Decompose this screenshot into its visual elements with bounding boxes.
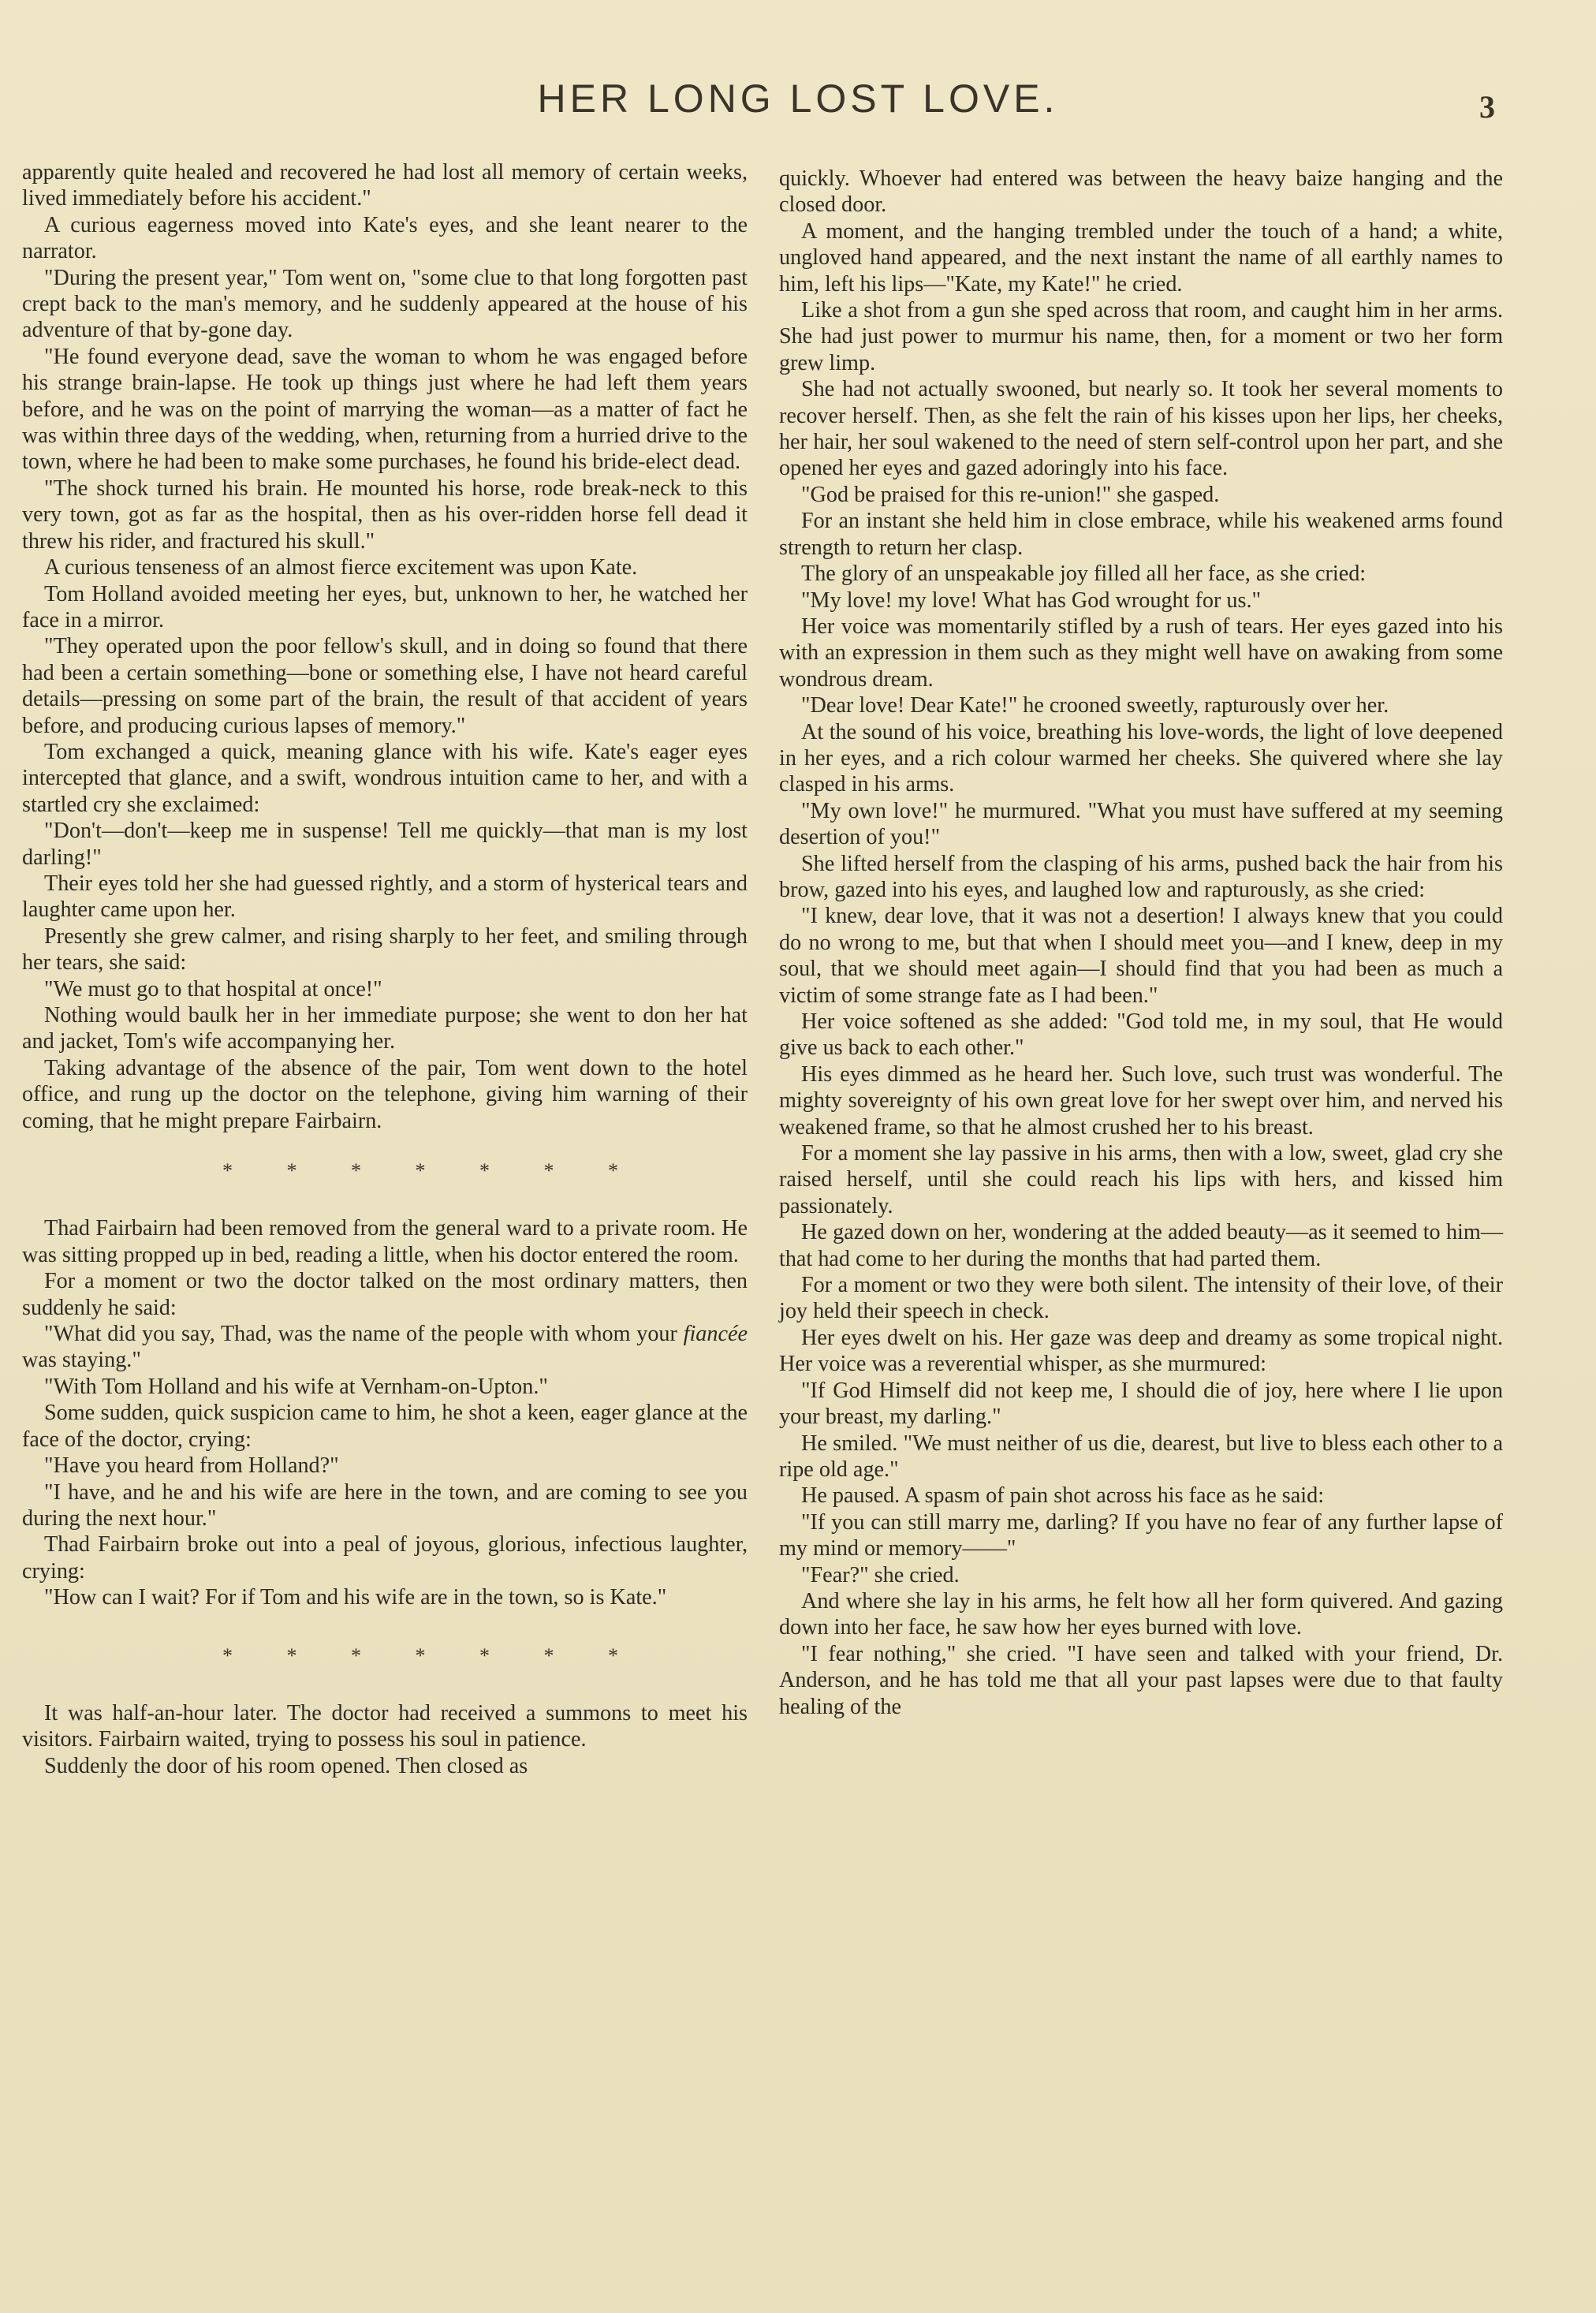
page-number: 3	[1479, 89, 1495, 125]
paragraph: Suddenly the door of his room opened. Then closed as	[44, 1753, 528, 1778]
paragraph: He smiled. "We must neither of us die, dearest, but live to bless each other to a ripe old age."	[779, 1431, 1503, 1482]
paragraph: She lifted herself from the clasping of his arms, pushed back the hair from his brow, gazed into his eyes, and laughed low and rapturously, as she cried:	[779, 851, 1503, 902]
paragraph: Their eyes told her she had guessed rightly, and a storm of hysterical tears and laughter came upon her.	[22, 871, 748, 923]
paragraph: "He found everyone dead, save the woman to whom he was engaged before his strange brain-lapse. He took up things just where he had left them years before, and he was on the point of marrying the woman—as a matter of fact he was within three days of the wedding, when, returning from a hurried drive to the town, where he had been to make some purchases, he found his bride-elect dead.	[22, 344, 748, 475]
paragraph: "Don't—don't—keep me in suspense! Tell me quickly—that man is my lost darling!"	[22, 819, 748, 870]
paragraph: "I have, and he and his wife are here in the town, and are coming to see you during the next hour."	[22, 1479, 748, 1531]
left-section-2-continued	[22, 1374, 748, 1611]
paragraph: Presently she grew calmer, and rising sharply to her feet, and smiling through her tears, she said:	[22, 923, 748, 976]
left-section-2	[22, 1215, 748, 1321]
paragraph: Tom exchanged a quick, meaning glance with his wife. Kate's eager eyes intercepted that glance, and a swift, wondrous intuition came to her, and with a startled cry she exclaimed:	[22, 739, 748, 817]
paragraph: "Fear?" she cried.	[801, 1562, 960, 1587]
paragraph: A moment, and the hanging trembled under the touch of a hand; a white, ungloved hand appeared, and the next instant the name of all earthly names to him, left his lips—"Kate, my Kate!" he cried.	[779, 218, 1503, 297]
paragraph: "My love! my love! What has God wrought for us."	[801, 588, 1262, 613]
paragraph: "They operated upon the poor fellow's skull, and in doing so found that there had been a certain something—bone or something else, I have not heard careful details—pressing on some part of the brain, the result of that accident of years before, and producing curious lapses of memory."	[22, 634, 748, 738]
paragraph: "With Tom Holland and his wife at Vernham-on-Upton."	[44, 1374, 548, 1399]
paragraph: Nothing would baulk her in her immediate purpose; she went to don her hat and jacket, Tom's wife accompanying her.	[22, 1003, 748, 1054]
paragraph: He paused. A spasm of pain shot across his face as he said:	[801, 1483, 1325, 1509]
paragraph: Thad Fairbairn broke out into a peal of joyous, glorious, infectious laughter, crying:	[22, 1532, 748, 1584]
paragraph: At the sound of his voice, breathing his love-words, the light of love deepened in her eyes, and a rich colour warmed her cheeks. She quivered where she lay clasped in his arms.	[779, 719, 1503, 797]
paragraph: For a moment or two they were both silent. The intensity of their love, of their joy held their speech in check.	[779, 1273, 1503, 1324]
paragraph: Some sudden, quick suspicion came to him, he shot a keen, eager glance at the face of the doctor, crying:	[22, 1401, 748, 1452]
page-title: HER LONG LOST LOVE.	[537, 76, 1059, 121]
paragraph: "We must go to that hospital at once!"	[44, 976, 382, 1002]
paragraph: For a moment or two the doctor talked on the most ordinary matters, then suddenly he said:	[22, 1269, 748, 1320]
paragraph: "The shock turned his brain. He mounted his horse, rode break-neck to this very town, got as far as the hospital, then as his over-ridden horse fell dead it threw his rider, and fractured his skull."	[22, 476, 748, 554]
paragraph: The glory of an unspeakable joy filled all her face, as she cried:	[801, 561, 1367, 587]
paragraph: Tom Holland avoided meeting her eyes, but, unknown to her, he watched her face in a mirror.	[22, 581, 748, 632]
paragraph: "During the present year," Tom went on, "some clue to that long forgotten past crept back to the man's memory, and he suddenly appeared at the house of his adventure of that by-gone day.	[22, 265, 748, 343]
paragraph: And where she lay in his arms, he felt how all her form quivered. And gazing down into her face, he saw how her eyes burned with love.	[779, 1588, 1503, 1640]
paragraph: A curious eagerness moved into Kate's eyes, and she leant nearer to the narrator.	[22, 212, 748, 264]
paragraph: "God be praised for this re-union!" she gasped.	[801, 482, 1220, 507]
paragraph: Her voice was momentarily stifled by a rush of tears. Her eyes gazed into his with an expression in them such as they might well have on awaking from some wondrous dream.	[779, 614, 1503, 692]
paragraph: It was half-an-hour later. The doctor had received a summons to meet his visitors. Fairbairn waited, trying to possess his soul in patience.	[22, 1700, 748, 1752]
paragraph: "I knew, dear love, that it was not a desertion! I always knew that you could do no wrong to me, but that when I should meet you—and I knew, deep in my soul, that we should meet again—I should find that you had been as much a victim of some strange fate as I had been."	[779, 904, 1503, 1008]
section-separator: * * * * * * *	[222, 1159, 618, 1183]
paragraph: "If God Himself did not keep me, I should die of joy, here where I lie upon your breast, my darling."	[779, 1378, 1503, 1430]
paragraph: Taking advantage of the absence of the pair, Tom went down to the hotel office, and rung up the doctor on the telephone, giving him warning of their coming, that he might prepare Fairbairn.	[22, 1055, 748, 1133]
left-column	[22, 159, 748, 1779]
paragraph: "What did you say, Thad, was the name of the people with whom your fiancée was staying."	[22, 1322, 748, 1373]
paragraph: For an instant she held him in close embrace, while his weakened arms found strength to return her clasp.	[779, 509, 1503, 560]
left-section-3	[22, 1700, 748, 1779]
left-section-1	[22, 159, 748, 1134]
paragraph: He gazed down on her, wondering at the added beauty—as it seemed to him—that had come to her during the months that had parted them.	[779, 1220, 1503, 1271]
paragraph: "How can I wait? For if Tom and his wife are in the town, so is Kate."	[44, 1585, 667, 1610]
paragraph: She had not actually swooned, but nearly so. It took her several moments to recover herself. Then, as she felt the rain of his kisses upon her lips, her cheeks, her hair, her soul wakened to the need of stern self-control upon her part, and she opened her eyes and gazed adoringly into his face.	[779, 377, 1503, 481]
paragraph: Her voice softened as she added: "God told me, in my soul, that He would give us back to each other."	[779, 1009, 1503, 1061]
paragraph: "If you can still marry me, darling? If you have no fear of any further lapse of my mind or memory——"	[779, 1509, 1503, 1561]
paragraph: apparently quite healed and recovered he had lost all memory of certain weeks, lived immediately before his accident."	[22, 160, 748, 211]
paragraph: quickly. Whoever had entered was between the heavy baize hanging and the closed door.	[779, 166, 1503, 218]
paragraph: A curious tenseness of an almost fierce excitement was upon Kate.	[44, 555, 638, 580]
paragraph: Thad Fairbairn had been removed from the general ward to a private room. He was sitting propped up in bed, reading a little, when his doctor entered the room.	[22, 1216, 748, 1267]
paragraph: "My own love!" he murmured. "What you must have suffered at my seeming desertion of you!"	[779, 798, 1503, 850]
paragraph: "I fear nothing," she cried. "I have seen and talked with your friend, Dr. Anderson, and he has told me that all your past lapses were due to that faulty healing of the	[779, 1641, 1503, 1719]
paragraph: "Dear love! Dear Kate!" he crooned sweetly, rapturously over her.	[801, 693, 1389, 718]
paragraph: Her eyes dwelt on his. Her gaze was deep and dreamy as some tropical night. Her voice was a reverential whisper, as she murmured:	[779, 1325, 1503, 1377]
right-column	[779, 166, 1503, 1720]
paragraph: Like a shot from a gun she sped across that room, and caught him in her arms. She had just power to murmur his name, then, for a moment or two her form grew limp.	[779, 298, 1503, 375]
paragraph: For a moment she lay passive in his arms, then with a low, sweet, glad cry she raised herself, until she could reach his lips with hers, and kissed him passionately.	[779, 1141, 1503, 1218]
paragraph: "Have you heard from Holland?"	[44, 1453, 339, 1479]
section-separator: * * * * * * *	[222, 1643, 618, 1667]
paragraph: His eyes dimmed as he heard her. Such love, such trust was wonderful. The mighty sovereignty of his own great love for her swept over him, and nerved his weakened frame, so that he almost crushed her to his breast.	[779, 1061, 1503, 1140]
